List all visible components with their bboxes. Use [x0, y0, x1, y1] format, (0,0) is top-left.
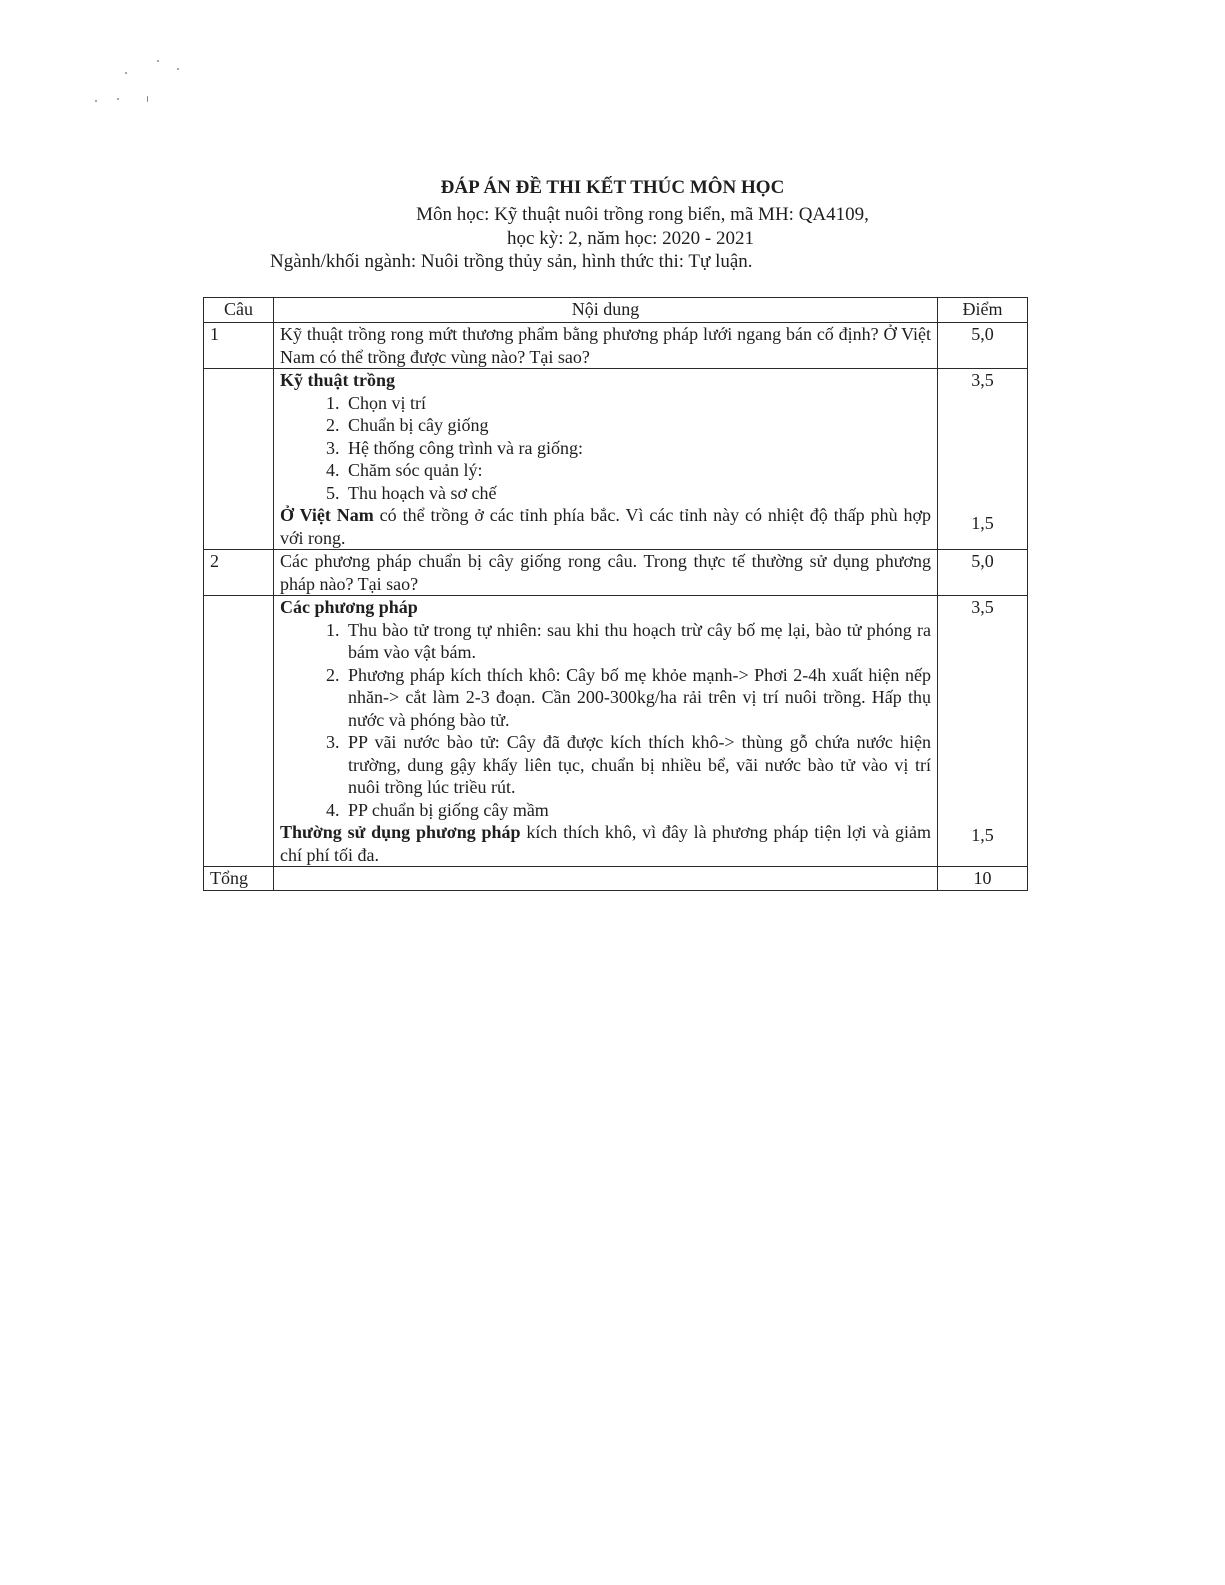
q1-note-bold: Ở Việt Nam — [280, 505, 374, 525]
q2-score-a: 3,5 — [971, 597, 994, 617]
list-item: 3. Hệ thống công trình và ra giống: — [344, 437, 931, 460]
document-title: ĐÁP ÁN ĐỀ THI KẾT THÚC MÔN HỌC — [440, 177, 785, 198]
table-header-row — [204, 298, 1028, 323]
q2-number: 2 — [204, 550, 274, 596]
semester-info: học kỳ: 2, năm học: 2020 - 2021 — [507, 228, 754, 249]
q2-question: Các phương pháp chuẩn bị cây giống rong câu. Trong thực tế thường sử dụng phương pháp nào? Tại sao? — [274, 550, 938, 596]
q2-answer-title: Các phương pháp — [280, 597, 418, 617]
q2-score-b: 1,5 — [971, 824, 994, 845]
q1-steps — [280, 392, 931, 505]
q1-score-b: 1,5 — [971, 512, 994, 533]
q2-answer — [274, 596, 938, 867]
q2-number-cell-cont — [204, 596, 274, 867]
q1-answer — [274, 369, 938, 550]
table-row-total — [204, 867, 1028, 891]
major-info: Ngành/khối ngành: Nuôi trồng thủy sản, hình thức thi: Tự luận. — [270, 251, 753, 272]
q2-note-text: kích thích khô, vì đây là phương pháp tiện lợi và giảm chí phí tối đa. — [280, 822, 931, 865]
q2-steps — [280, 619, 931, 822]
list-item: 2. Phương pháp kích thích khô: Cây bố mẹ khỏe mạnh-> Phơi 2-4h xuất hiện nếp nhăn-> cắt làm 2-3 đoạn. Cần 200-300kg/ha rải trên vị trí nuôi trồng. Hấp thụ nước và phóng bào tử. — [344, 664, 931, 732]
scan-artifacts — [95, 60, 195, 140]
q1-number-cell-cont — [204, 369, 274, 550]
list-item: 1. Chọn vị trí — [344, 392, 931, 415]
total-score: 10 — [938, 867, 1028, 891]
q1-note-text: có thể trồng ở các tỉnh phía bắc. Vì các tỉnh này có nhiệt độ thấp phù hợp với rong. — [280, 505, 931, 548]
answer-table — [203, 297, 1028, 891]
total-empty — [274, 867, 938, 891]
q2-note — [280, 821, 931, 866]
list-item: 1. Thu bào tử trong tự nhiên: sau khi thu hoạch trừ cây bố mẹ lại, bào tử phóng ra bám vào vật bám. — [344, 619, 931, 664]
q1-question: Kỹ thuật trồng rong mứt thương phẩm bằng phương pháp lưới ngang bán cố định? Ở Việt Nam có thể trồng được vùng nào? Tại sao? — [274, 323, 938, 369]
list-item: 3. PP vãi nước bào tử: Cây đã được kích thích khô-> thùng gỗ chứa nước hiện trường, dung gậy khấy liên tục, chuẩn bị nhiều bể, vãi nước bào tử vào vị trí nuôi trồng lúc triều rút. — [344, 731, 931, 799]
q2-note-bold: Thường sử dụng phương pháp — [280, 822, 521, 842]
table-row-q1-question — [204, 323, 1028, 369]
list-item: 2. Chuẩn bị cây giống — [344, 414, 931, 437]
q2-scores — [938, 596, 1028, 867]
q2-score: 5,0 — [938, 550, 1028, 596]
list-item: 4. Chăm sóc quản lý: — [344, 459, 931, 482]
total-label: Tổng — [204, 867, 274, 891]
q1-number: 1 — [204, 323, 274, 369]
table-row-q2-question — [204, 550, 1028, 596]
q1-scores — [938, 369, 1028, 550]
q1-score-a: 3,5 — [971, 370, 994, 390]
q1-score: 5,0 — [938, 323, 1028, 369]
list-item: 4. PP chuẩn bị giống cây mầm — [344, 799, 931, 822]
table-row-q2-answer — [204, 596, 1028, 867]
table-row-q1-answer — [204, 369, 1028, 550]
q1-note — [280, 504, 931, 549]
header-diem: Điểm — [938, 298, 1028, 323]
header-cau: Câu — [204, 298, 274, 323]
q1-answer-title: Kỹ thuật trồng — [280, 370, 396, 390]
list-item: 5. Thu hoạch và sơ chế — [344, 482, 931, 505]
course-info: Môn học: Kỹ thuật nuôi trồng rong biển, mã MH: QA4109, — [416, 204, 869, 225]
header-noi-dung: Nội dung — [274, 298, 938, 323]
